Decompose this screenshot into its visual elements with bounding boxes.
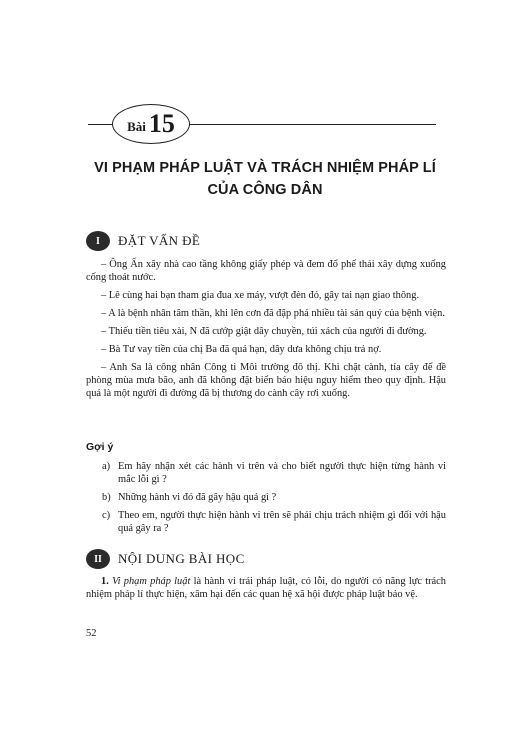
question-letter: a) [102,461,111,472]
hint-questions [102,460,446,540]
scenario-paragraph: – Ông Ấn xây nhà cao tầng không giấy phép và đem đổ phế thải xây dựng xuống cống thoát nước. [86,259,446,283]
header-rule-right [188,124,436,125]
question-text: Theo em, người thực hiện hành vi trên sẽ phải chịu trách nhiệm gì đối với hậu quả gây ra ? [118,510,446,534]
section-2-title: NỘI DUNG BÀI HỌC [118,551,245,566]
hint-question [102,491,446,504]
scenario-paragraph: – A là bệnh nhân tâm thần, khi lên cơn đã đập phá nhiều tài sản quý của bệnh viện. [101,308,445,319]
question-letter: c) [102,510,111,521]
question-text: Những hành vi đó đã gây hậu quả gì ? [118,492,277,503]
section-1-heading [86,231,200,251]
defined-term: Vi phạm pháp luật [112,576,191,587]
section-1-body [86,258,446,405]
section-1-badge: I [86,231,110,251]
scenario-paragraph: – Anh Sa là công nhân Công ti Môi trường đô thị. Khi chặt cành, tỉa cây để đề phòng mùa mưa bão, anh đã không đặt biển báo hiệu nguy hiểm theo quy định. Hậu quả là một người đi đường đã bị thương do cành cây rơi xuống. [86,362,446,399]
hint-question [102,509,446,535]
hint-label: Gợi ý [86,441,114,453]
page-number: 52 [86,628,97,639]
section-2-badge: II [86,549,110,569]
lesson-word: Bài [127,119,146,134]
definition-text: là hành vi trái pháp luật, có lỗi, do người có năng lực trách nhiệm pháp lí thực hiện, xâm hại đến các quan hệ xã hội được pháp luật bảo vệ. [86,576,446,600]
section-2-heading [86,549,245,569]
question-text: Em hãy nhận xét các hành vi trên và cho biết người thực hiện từng hành vi mắc lỗi gì ? [118,461,446,485]
scenario-paragraph: – Lê cùng hai bạn tham gia đua xe máy, vượt đèn đỏ, gây tai nạn giao thông. [101,290,420,301]
lesson-title-line-2: CỦA CÔNG DÂN [207,182,323,198]
hint-question [102,460,446,486]
lesson-badge [112,104,190,144]
scenario-paragraph: – Thiếu tiền tiêu xài, N đã cướp giật dây chuyền, túi xách của người đi đường. [101,326,427,337]
lesson-title-line-1: VI PHẠM PHÁP LUẬT VÀ TRÁCH NHIỆM PHÁP LÍ [94,160,436,176]
scenario-paragraph: – Bà Tư vay tiền của chị Ba đã quá hạn, dây dưa không chịu trả nợ. [101,344,382,355]
section-2-body [86,575,446,606]
lesson-header [88,100,436,150]
question-letter: b) [102,492,111,503]
lesson-number: 15 [148,109,175,138]
point-number: 1. [101,576,109,587]
section-1-title: ĐẶT VẤN ĐỀ [118,233,201,248]
definition-paragraph [86,575,446,601]
